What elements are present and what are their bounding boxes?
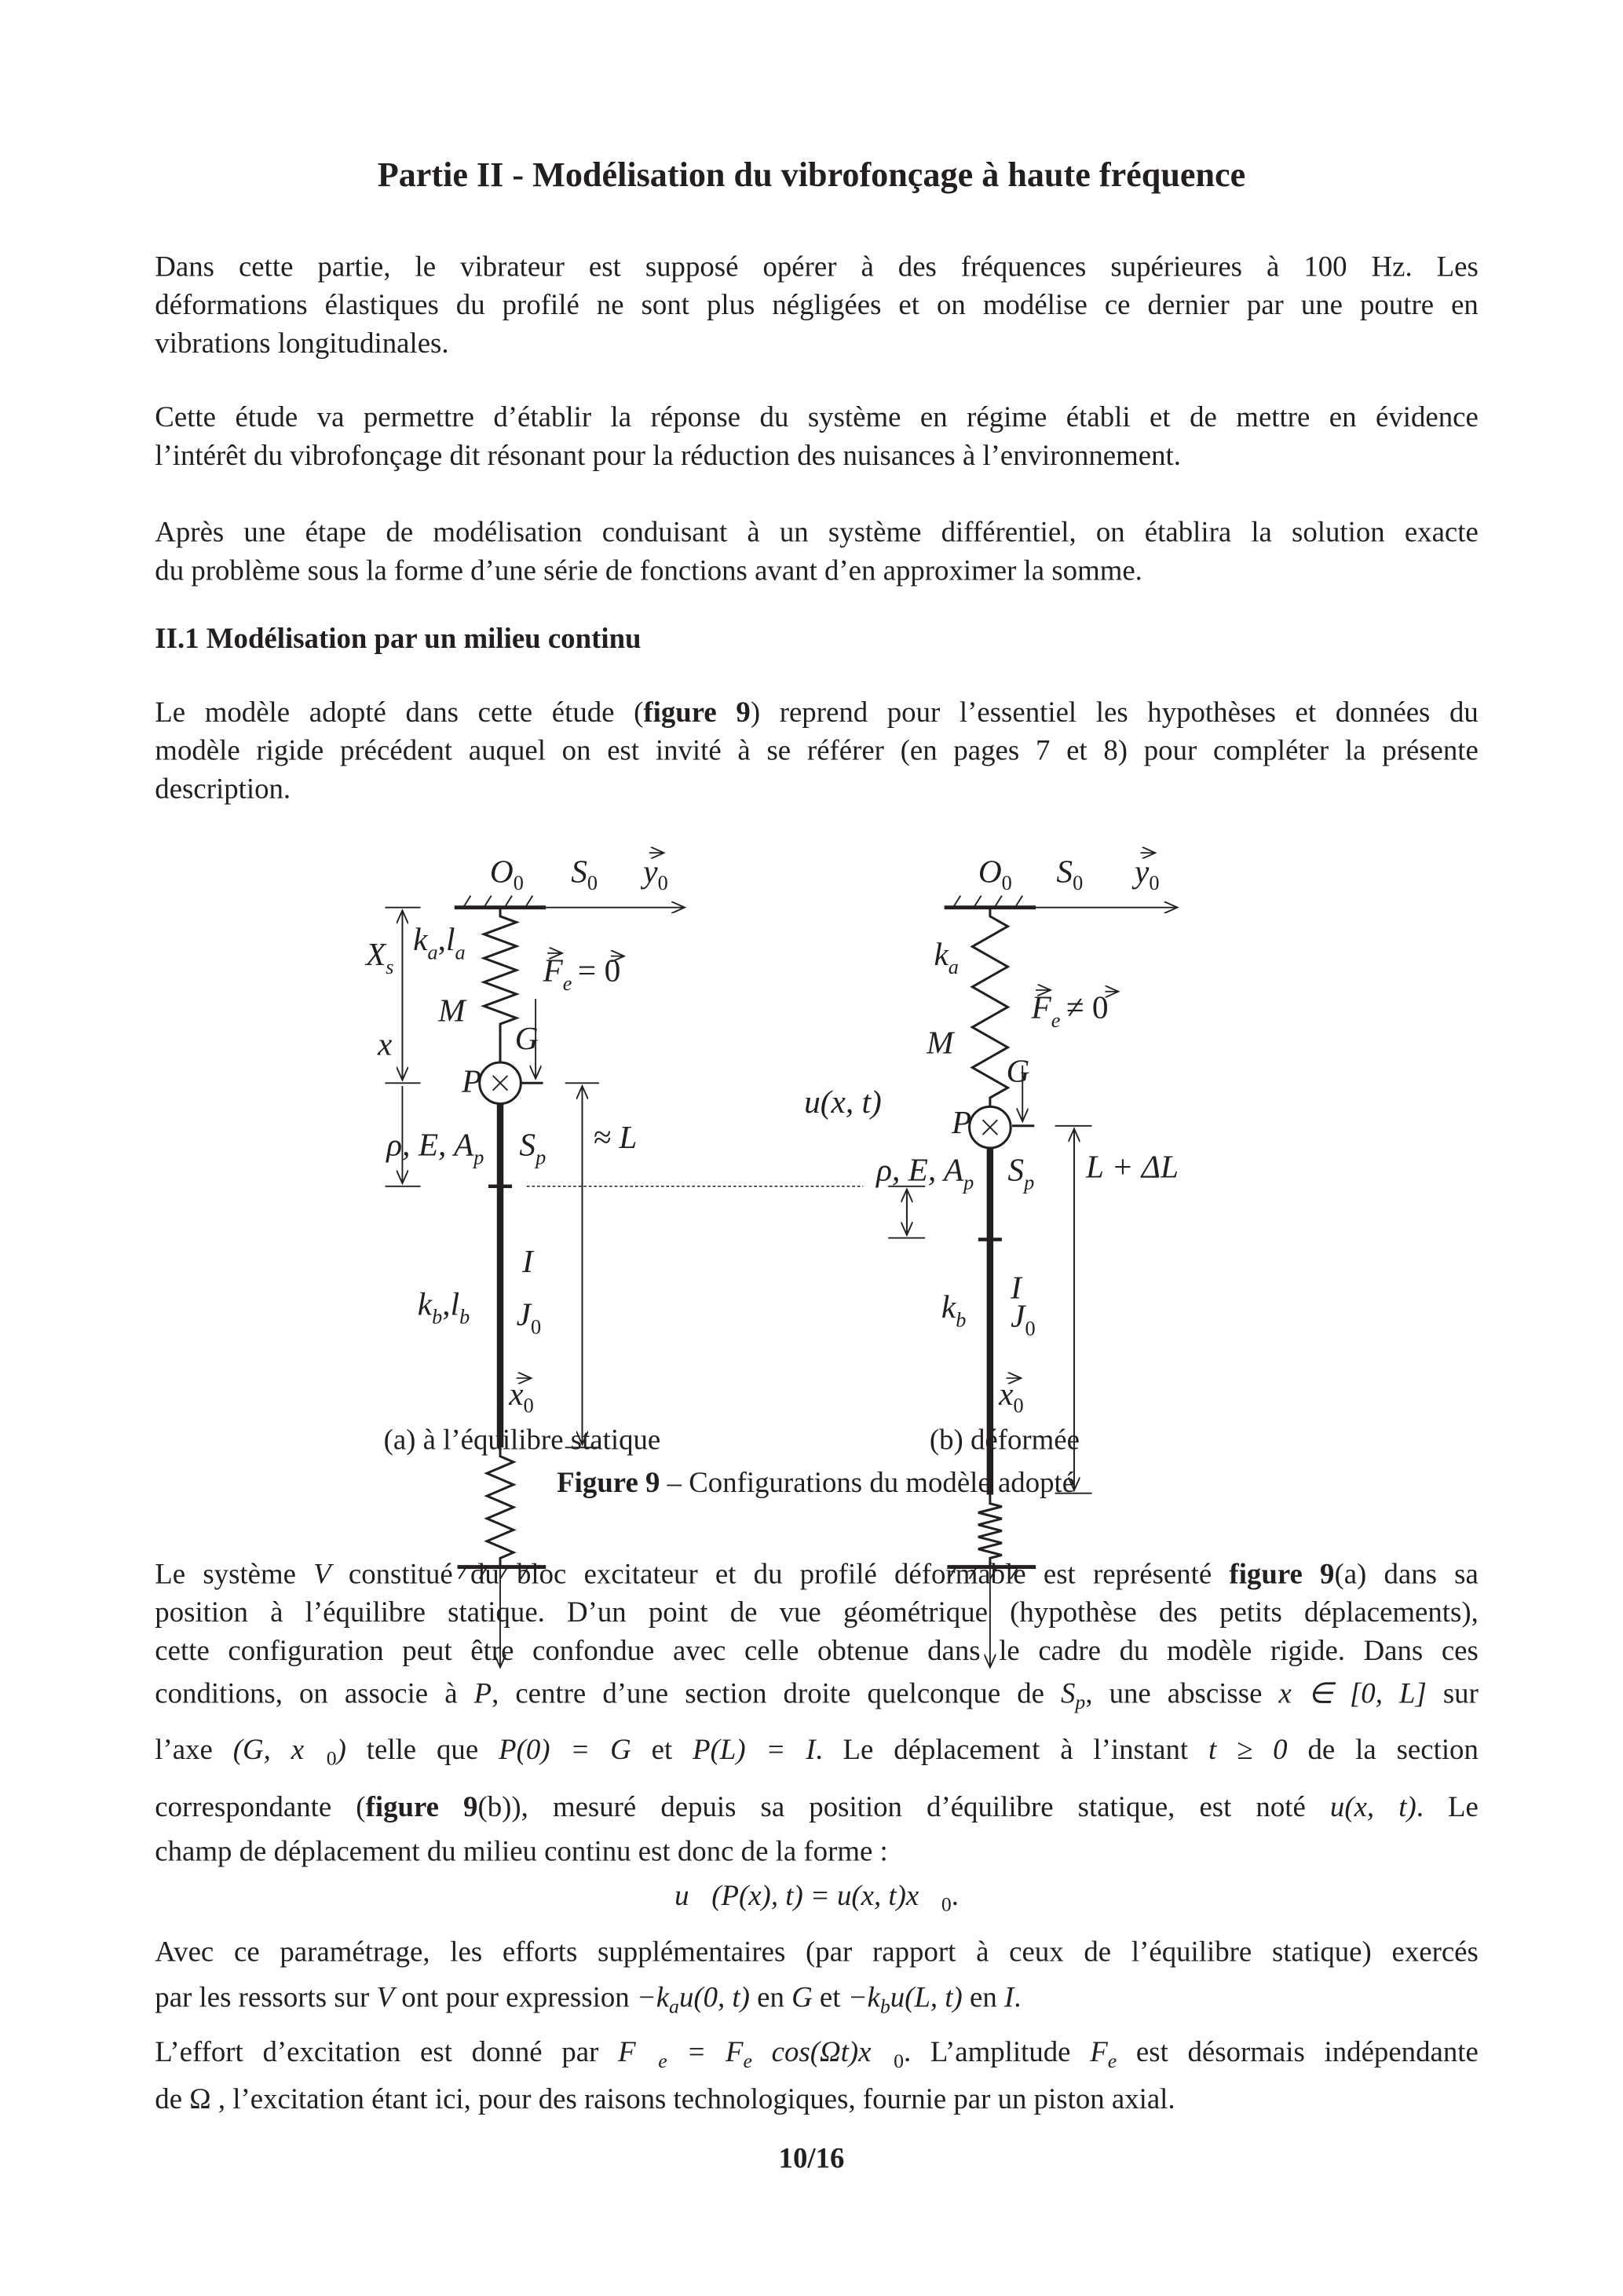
- label-u-x-t: u(x, t): [804, 1083, 882, 1120]
- label-Sp-b: $S_p$: [1007, 1151, 1035, 1194]
- label-Fe-neq-0: $F_e \ne 0$: [1031, 989, 1109, 1032]
- caption-a: (a) à l’équilibre statique: [383, 1425, 661, 1457]
- label-O0-b: $O_0$: [978, 853, 1012, 895]
- paragraph-line: Après une étape de modélisation conduisant à un système différentiel, on établira la solution exacte: [155, 517, 1479, 550]
- paragraph-line: conditions, on associe à P, centre d’une section droite quelconque de $S_p$, une abscisse x ∈ [0, L] sur: [155, 1679, 1479, 1713]
- label-rho-E-Ap: ρ, E, $A_p$: [386, 1126, 484, 1169]
- label-ka-b: $k_a$: [934, 935, 959, 979]
- label-G-b: G: [1006, 1052, 1030, 1089]
- paragraph-line: Dans cette partie, le vibrateur est supposé opérer à des fréquences supérieures à 100 Hz. Les: [155, 252, 1479, 283]
- label-M: M: [438, 992, 466, 1029]
- label-x: x: [378, 1026, 393, 1062]
- spring-a-b: [972, 908, 1007, 1107]
- label-M-b: M: [927, 1024, 954, 1061]
- label-Xs: $X_s$: [366, 935, 394, 979]
- label-J0: $J_0$: [516, 1296, 542, 1339]
- paragraph-line: champ de déplacement du milieu continu est donc de la forme :: [155, 1837, 888, 1868]
- label-x0-b: $x_0$: [999, 1375, 1024, 1417]
- paragraph-line: l’intérêt du vibrofonçage dit résonant pour la réduction des nuisances à l’environnement.: [155, 441, 1181, 473]
- label-kb-lb: $k_b,l_b$: [417, 1285, 470, 1329]
- paragraph-line: Le système V constitué du bloc excitateur et du profilé déformable est représenté figure 9(a) dans sa: [155, 1559, 1479, 1591]
- label-I-b: I: [1011, 1269, 1022, 1306]
- label-Sp: $S_p$: [519, 1126, 546, 1169]
- label-Fe-eq-0: $F_e = 0$: [543, 952, 621, 995]
- paragraph-line: position à l’équilibre statique. D’un point de vue géométrique (hypothèse des petits déplacements),: [155, 1598, 1479, 1629]
- label-G: G: [514, 1020, 539, 1057]
- label-P-b: P: [952, 1104, 972, 1141]
- label-O0: $O_0$: [489, 853, 524, 895]
- paragraph-line: modèle rigide précédent auquel on est invité à se référer (en pages 7 et 8) pour compléter la présente: [155, 736, 1479, 768]
- paragraph-line: par les ressorts sur V ont pour expression $-k_au(0$, t) en G et $-k_bu(L$, t) en I.: [155, 1983, 1022, 2017]
- paragraph-line: l’axe (G, $x⃗_0$) telle que P(0) = G et P(L) = I. Le déplacement à l’instant t ≥ 0 de la section: [155, 1735, 1479, 1770]
- paragraph-line: correspondante (figure 9(b)), mesuré depuis sa position d’équilibre statique, est noté u(x, t). Le: [155, 1793, 1479, 1824]
- label-P: P: [462, 1062, 482, 1099]
- label-J0-b: $J_0$: [1011, 1297, 1036, 1340]
- paragraph-line: Avec ce paramétrage, les efforts supplémentaires (par rapport à ceux de l’équilibre statique) exercés: [155, 1937, 1479, 1969]
- spring-a: [484, 908, 516, 1033]
- label-rho-E-Ap-b: ρ, E, $A_p$: [876, 1151, 974, 1194]
- figure-reference: figure 9: [643, 697, 751, 729]
- displacement-equation: u⃗(P(x), t) = u(x, $t)x⃗_0$.: [674, 1881, 960, 1916]
- label-approx-L: ≈ L: [593, 1118, 638, 1155]
- label-S0: $S_0$: [571, 853, 598, 895]
- page-title: Partie II - Modélisation du vibrofonçage à haute fréquence: [377, 156, 1246, 196]
- paragraph-line: du problème sous la forme d’une série de fonctions avant d’en approximer la somme.: [155, 556, 1142, 587]
- label-I: I: [522, 1242, 533, 1279]
- page-number: 10/16: [778, 2144, 845, 2175]
- figure-caption-text: – Configurations du modèle adopté: [660, 1468, 1076, 1500]
- label-L-plus-dL: L + ΔL: [1086, 1148, 1179, 1185]
- label-x0: $x_0$: [509, 1375, 534, 1417]
- figure-caption: [0, 1468, 1623, 1501]
- caption-b: (b) déformée: [929, 1425, 1080, 1457]
- paragraph-line: vibrations longitudinales.: [155, 329, 449, 360]
- label-y0: $y_0$: [643, 853, 668, 895]
- label-kb-b: $k_b$: [941, 1289, 967, 1332]
- paragraph-line: L’effort d’excitation est donné par $F⃗_e = F_e$ $\cos(\Omega t)x⃗_0$. L’amplitude $F_e$ est désormais indépendante: [155, 2038, 1479, 2072]
- spring-b: [487, 1447, 514, 1567]
- label-ka-la: $k_a,l_a$: [413, 921, 466, 964]
- label-y0-b: $y_0$: [1135, 853, 1160, 895]
- paragraph-line: Cette étude va permettre d’établir la réponse du système en régime établi et de mettre en évidence: [155, 402, 1479, 434]
- paragraph-line: déformations élastiques du profilé ne sont plus négligées et on modélise ce dernier par une poutre en: [155, 291, 1479, 322]
- text: ) reprend pour l’essentiel les hypothèses et données du: [750, 697, 1479, 729]
- figure-caption-label: Figure 9: [557, 1468, 660, 1500]
- section-heading: II.1 Modélisation par un milieu continu: [155, 623, 642, 656]
- text: Le modèle adopté dans cette étude (: [155, 697, 644, 729]
- paragraph-line: description.: [155, 774, 291, 806]
- paragraph-line: cette configuration peut être confondue avec celle obtenue dans le cadre du modèle rigide. Dans ces: [155, 1636, 1479, 1668]
- paragraph-line: de Ω , l’excitation étant ici, pour des raisons technologiques, fournie par un piston axial.: [155, 2085, 1175, 2116]
- label-S0-b: $S_0$: [1056, 853, 1084, 895]
